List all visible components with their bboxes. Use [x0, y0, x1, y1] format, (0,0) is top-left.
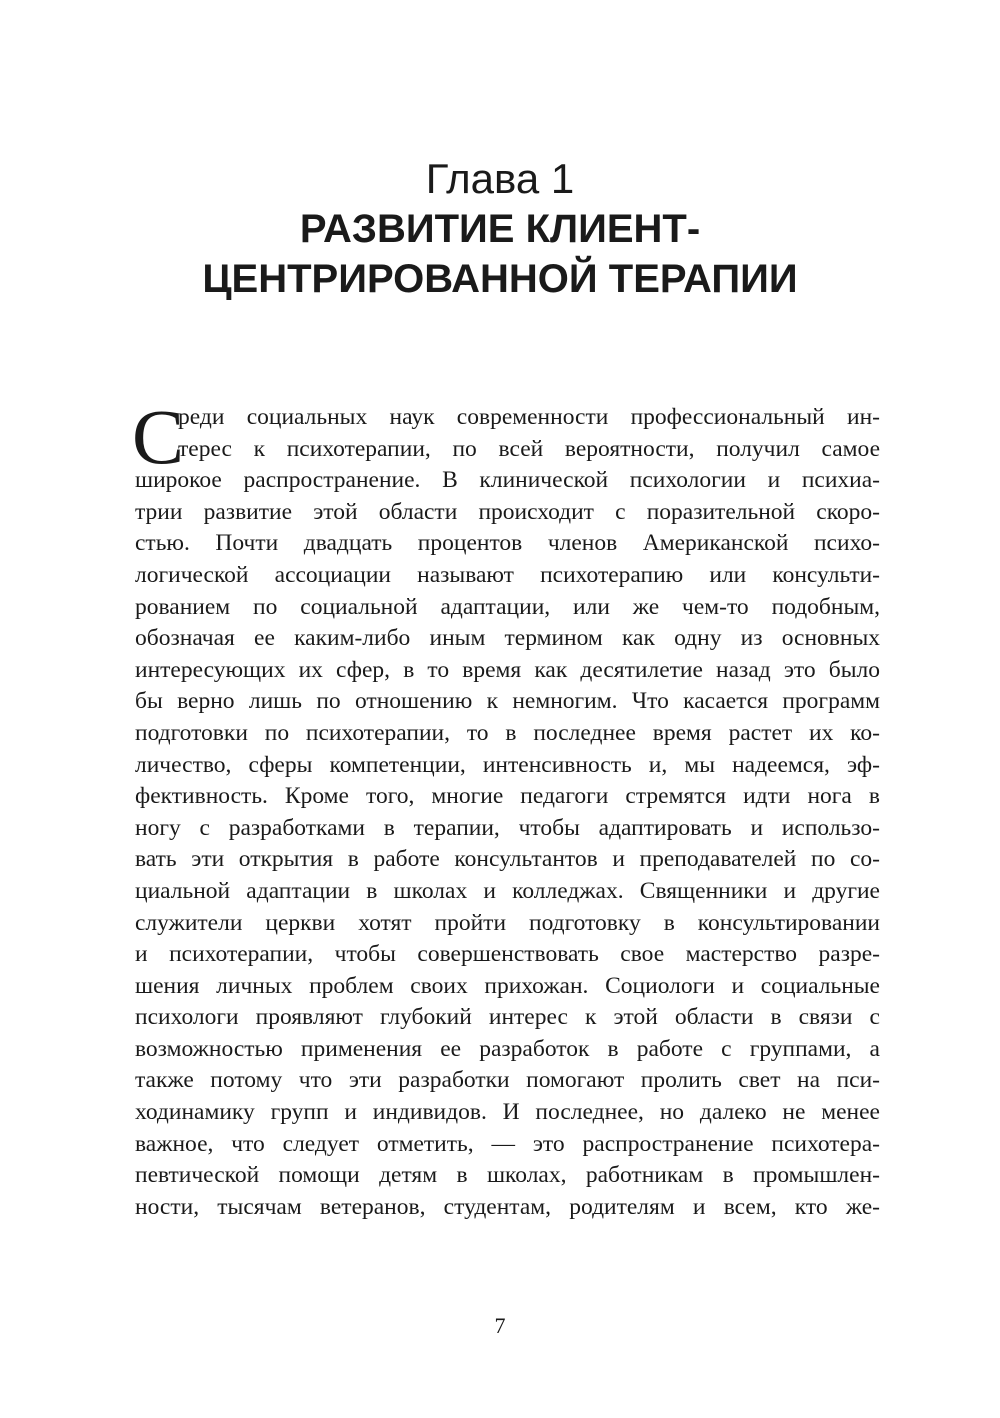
- text-line: широкое распространение. В клинической психологии и психиа-: [135, 467, 880, 494]
- text-line: обозначая ее каким-либо иным термином как одну из основных: [135, 625, 880, 652]
- text-line: трии развитие этой области происходит с поразительной скоро-: [135, 498, 880, 525]
- text-line: бы верно лишь по отношению к немногим. Что касается программ: [135, 688, 880, 715]
- text-line: реди социальных наук современности профессиональный ин-: [178, 404, 880, 430]
- drop-cap: С: [132, 393, 185, 480]
- text-line: терес к психотерапии, по всей вероятности, получил самое: [178, 435, 880, 462]
- text-line: фективность. Кроме того, многие педагоги стремятся идти нога в: [135, 783, 880, 810]
- text-line: циальной адаптации в школах и колледжах. Священники и другие: [135, 877, 880, 904]
- text-line: шения личных проблем своих прихожан. Социологи и социальные: [135, 972, 880, 999]
- text-line: ходинамику групп и индивидов. И последнее, но далеко не менее: [135, 1099, 880, 1126]
- text-line: личество, сферы компетенции, интенсивность и, мы надеемся, эф-: [135, 751, 880, 778]
- text-line: подготовки по психотерапии, то в последнее время растет их ко-: [135, 719, 880, 746]
- text-line: интересующих их сфер, в то время как десятилетие назад это было: [135, 656, 880, 683]
- text-line: важное, что следует отметить, — это распространение психотера-: [135, 1130, 880, 1157]
- page-number: 7: [494, 1313, 506, 1338]
- chapter-title-line-1: РАЗВИТИЕ КЛИЕНТ-: [299, 207, 701, 251]
- text-line: возможностью применения ее разработок в работе с группами, а: [135, 1035, 880, 1062]
- text-line: психологи проявляют глубокий интерес к этой области в связи с: [135, 1004, 880, 1031]
- text-line: ности, тысячам ветеранов, студентам, родителям и всем, кто же-: [135, 1193, 880, 1220]
- text-line: ногу с разработками в терапии, чтобы адаптировать и использо-: [135, 814, 880, 841]
- chapter-title-line-2: ЦЕНТРИРОВАННОЙ ТЕРАПИИ: [202, 257, 798, 301]
- text-line: стью. Почти двадцать процентов членов Американской психо-: [135, 530, 880, 557]
- text-line: вать эти открытия в работе консультантов и преподавателей по со-: [135, 846, 880, 873]
- text-line: певтической помощи детям в школах, работникам в промышлен-: [135, 1162, 880, 1189]
- text-line: также потому что эти разработки помогают пролить свет на пси-: [135, 1067, 880, 1094]
- chapter-title: [0, 204, 1000, 304]
- text-line: рованием по социальной адаптации, или же чем-то подобным,: [135, 593, 880, 620]
- chapter-label: Глава 1: [425, 155, 575, 202]
- text-line: и психотерапии, чтобы совершенствовать свое мастерство разре-: [135, 941, 880, 968]
- text-line: служители церкви хотят пройти подготовку в консультировании: [135, 909, 880, 936]
- body-text: [132, 393, 880, 1223]
- text-line: логической ассоциации называют психотерапию или консульти-: [135, 561, 880, 588]
